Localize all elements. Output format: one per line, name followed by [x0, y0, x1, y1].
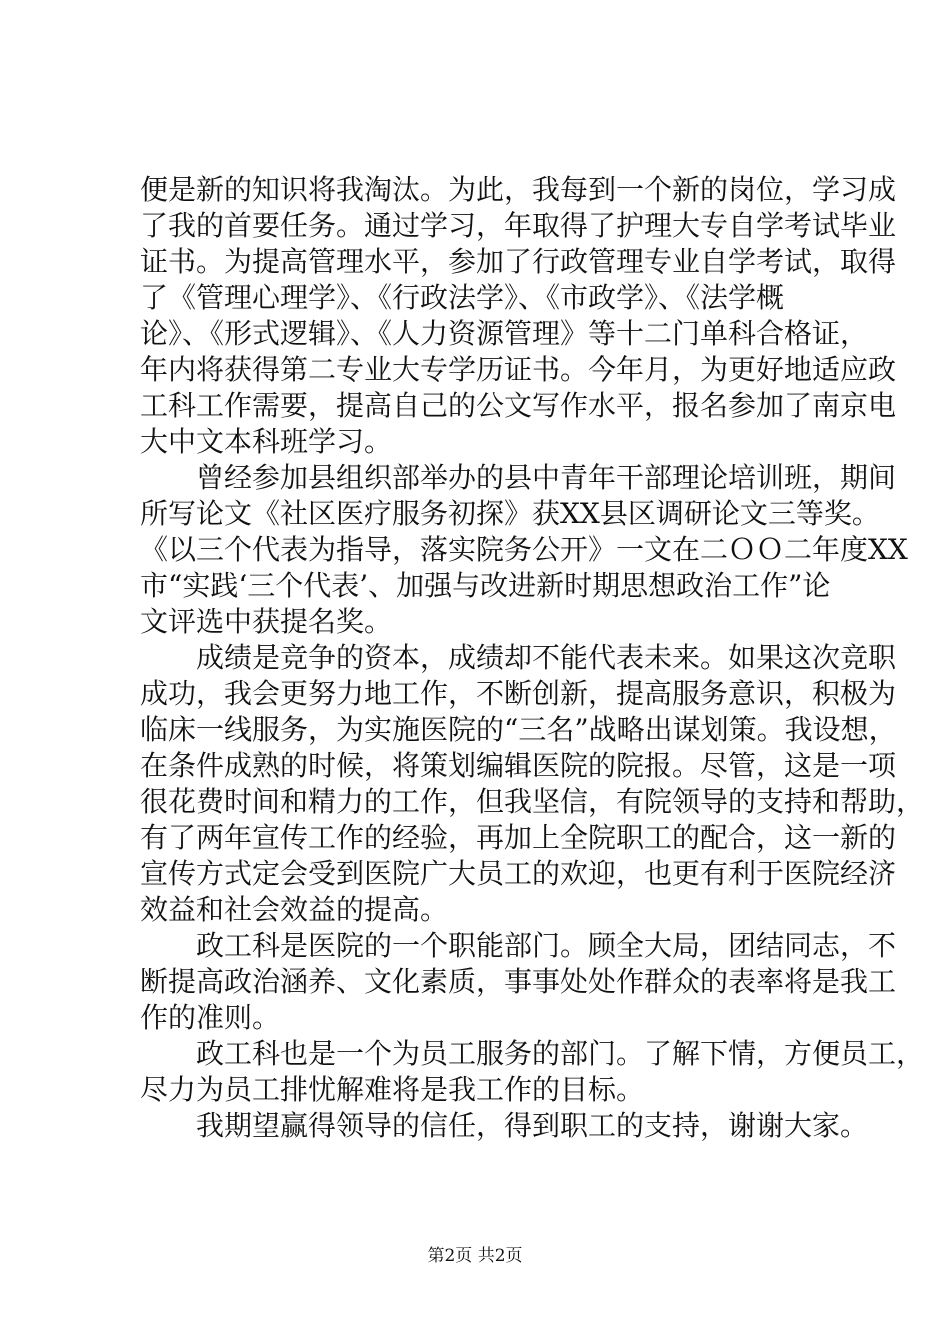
text-line: 政工科是医院的一个职能部门。顾全大局，团结同志，不: [140, 929, 897, 962]
text-line: 工科工作需要，提高自己的公文写作水平，报名参加了南京电: [140, 389, 897, 422]
text-line: 了《管理心理学》、《行政法学》、《市政学》、《法学概: [140, 281, 785, 314]
text-line: 《以三个代表为指导，落实院务公开》一文在二ＯＯ二年度XX: [140, 533, 908, 566]
text-line: 临床一线服务，为实施医院的“三名”战略出谋划策。我设想，: [140, 713, 897, 746]
text-line: 宣传方式定会受到医院广大员工的欢迎，也更有利于医院经济: [140, 857, 897, 890]
text-line: 作的准则。: [140, 1001, 281, 1034]
text-line: 年内将获得第二专业大专学历证书。今年月，为更好地适应政: [140, 353, 897, 386]
text-line: 市“实践‘三个代表’、加强与改进新时期思想政治工作”论: [140, 569, 831, 602]
text-line: 曾经参加县组织部举办的县中青年干部理论培训班，期间: [140, 461, 897, 494]
page-number-label: 第2页 共2页: [427, 1246, 523, 1266]
text-line: 成功，我会更努力地工作，不断创新，提高服务意识，积极为: [140, 677, 897, 710]
text-line: 了我的首要任务。通过学习，年取得了护理大专自学考试毕业: [140, 209, 897, 242]
document-body: [140, 172, 925, 1144]
text-line: 有了两年宣传工作的经验，再加上全院职工的配合，这一新的: [140, 821, 897, 854]
text-line: 政工科也是一个为员工服务的部门。了解下情，方便员工，: [140, 1037, 925, 1070]
text-line: 文评选中获提名奖。: [140, 605, 393, 638]
text-line: 尽力为员工排忧解难将是我工作的目标。: [140, 1073, 645, 1106]
text-line: 断提高政治涵养、文化素质，事事处处作群众的表率将是我工: [140, 965, 897, 998]
text-line: 成绩是竞争的资本，成绩却不能代表未来。如果这次竞职: [140, 641, 897, 674]
page-footer: [0, 1244, 950, 1268]
text-line: 所写论文《社区医疗服务初探》获XX县区调研论文三等奖。: [140, 497, 880, 530]
text-line: 在条件成熟的时候，将策划编辑医院的院报。尽管，这是一项: [140, 749, 897, 782]
text-line: 便是新的知识将我淘汰。为此，我每到一个新的岗位，学习成: [140, 173, 897, 206]
text-line: 论》、《形式逻辑》、《人力资源管理》等十二门单科合格证，: [140, 317, 869, 350]
text-line: 证书。为提高管理水平，参加了行政管理专业自学考试，取得: [140, 245, 897, 278]
text-line: 我期望赢得领导的信任，得到职工的支持，谢谢大家。: [140, 1109, 869, 1142]
text-line: 很花费时间和精力的工作，但我坚信，有院领导的支持和帮助，: [140, 785, 925, 818]
text-line: 大中文本科班学习。: [140, 425, 393, 458]
text-line: 效益和社会效益的提高。: [140, 893, 449, 926]
